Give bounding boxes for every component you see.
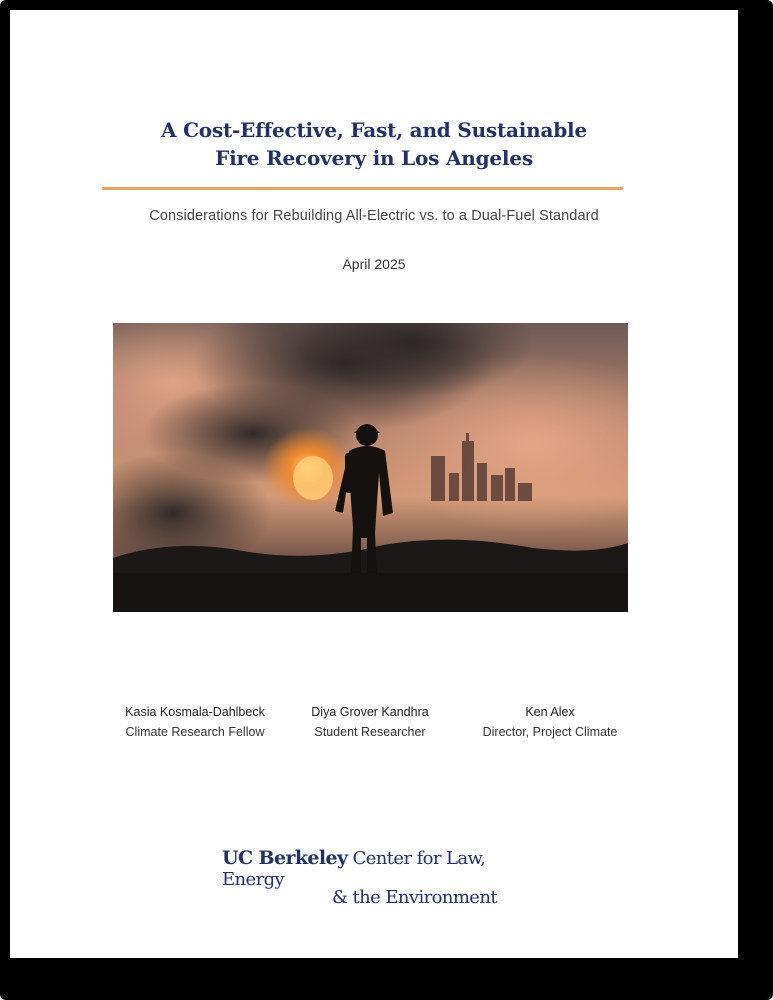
uc-berkeley-cle-logo	[222, 847, 542, 908]
document-date: April 2025	[342, 256, 406, 272]
logo-uc-berkeley: UC Berkeley	[222, 847, 348, 869]
logo-center-line-2: & the Environment	[332, 887, 497, 908]
author-2	[280, 702, 460, 742]
author-role: Climate Research Fellow	[125, 725, 265, 739]
author-name: Ken Alex	[525, 705, 575, 719]
cover-image-firefighter	[113, 323, 628, 612]
author-name: Diya Grover Kandhra	[311, 705, 429, 719]
author-role: Student Researcher	[314, 725, 426, 739]
document-page	[10, 10, 738, 958]
logo-center-line-1: Center for Law, Energy	[222, 848, 486, 890]
author-role: Director, Project Climate	[482, 725, 618, 739]
title-divider	[102, 187, 623, 190]
author-1	[105, 702, 285, 742]
author-3	[460, 702, 640, 742]
document-title	[10, 116, 738, 172]
authors-block	[105, 702, 645, 752]
document-subtitle: Considerations for Rebuilding All-Electric vs. to a Dual-Fuel Standard	[149, 208, 599, 224]
title-line-2: Fire Recovery in Los Angeles	[215, 146, 533, 170]
title-line-1: A Cost-Effective, Fast, and Sustainable	[161, 118, 587, 142]
author-name: Kasia Kosmala-Dahlbeck	[125, 705, 265, 719]
